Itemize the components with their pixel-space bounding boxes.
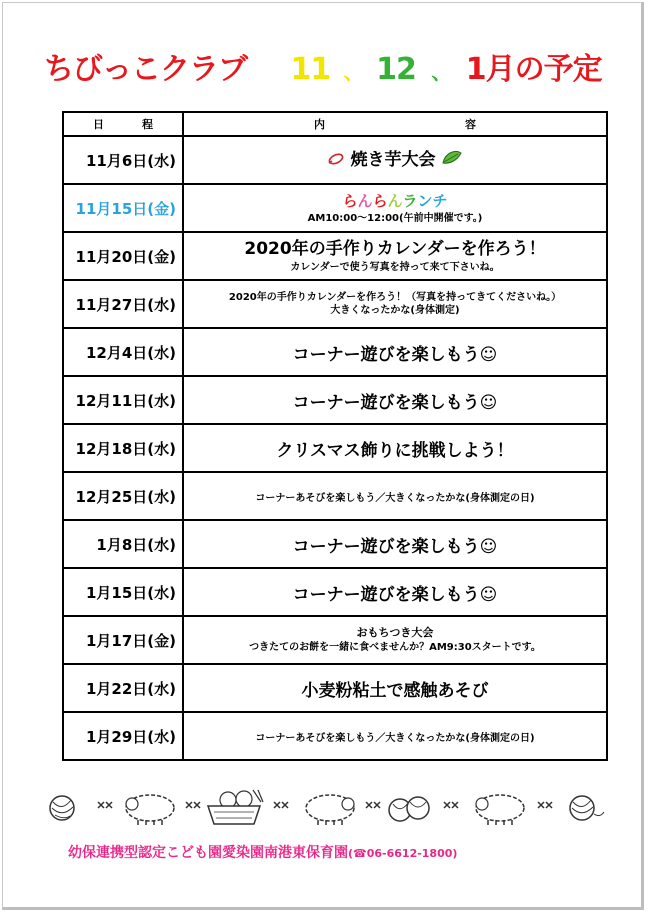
title-month-12: 12	[376, 52, 416, 87]
event-subtext: AM10:00～12:00(午前中開催です。)	[307, 213, 483, 225]
schedule-table	[62, 111, 608, 761]
row-content	[183, 232, 607, 280]
event-title-char: チ	[432, 192, 448, 211]
event-title: 焼き芋大会	[350, 149, 436, 170]
table-row	[63, 232, 607, 280]
table-row	[63, 520, 607, 568]
footer-nursery-name	[68, 842, 457, 862]
row-content: 小麦粉粘土で感触あそび	[183, 664, 607, 712]
title-main: ちびっこクラブ	[44, 52, 247, 87]
cross-stitch-icon	[186, 802, 200, 808]
row-date: 1月8日(水)	[63, 520, 183, 568]
header-content-char-1: 内	[314, 118, 325, 131]
row-date: 11月20日(金)	[63, 232, 183, 280]
yarn-ball-icon	[50, 796, 74, 820]
row-content	[183, 616, 607, 664]
yarn-ball-icon	[389, 797, 429, 821]
phone-number: (☎06-6612-1800)	[348, 847, 458, 860]
row-content	[183, 280, 607, 328]
sheep-icon	[126, 795, 174, 825]
cross-stitch-icon	[98, 802, 112, 808]
table-row	[63, 568, 607, 616]
event-subtext: 大きくなったかな(身体測定)	[330, 305, 460, 316]
row-date: 11月15日(金)	[63, 184, 183, 232]
row-content	[183, 184, 607, 232]
row-date: 12月25日(水)	[63, 472, 183, 520]
event-title-char: ん	[387, 192, 403, 211]
cross-stitch-icon	[366, 802, 380, 808]
row-content: クリスマス飾りに挑戦しよう！	[183, 424, 607, 472]
title-separator-2: 、	[431, 60, 451, 84]
title-month-11: 11	[290, 52, 331, 87]
table-row	[63, 664, 607, 712]
table-row	[63, 328, 607, 376]
row-date: 11月27日(水)	[63, 280, 183, 328]
cross-stitch-icon	[274, 802, 288, 808]
event-title: 2020年の手作りカレンダーを作ろう！	[244, 238, 546, 259]
row-date: 1月29日(水)	[63, 712, 183, 760]
decorative-strip	[48, 788, 608, 828]
cross-stitch-icon	[444, 802, 458, 808]
table-row	[63, 136, 607, 184]
row-content: コーナーあそびを楽しもう／大きくなったかな(身体測定の日)	[183, 712, 607, 760]
cross-stitch-icon	[538, 802, 552, 808]
row-date: 11月6日(水)	[63, 136, 183, 184]
table-row	[63, 424, 607, 472]
row-date: 12月18日(水)	[63, 424, 183, 472]
event-title-char: ラ	[402, 192, 418, 211]
event-title: 2020年の手作りカレンダーを作ろう！（写真を持ってきてくださいね。）	[228, 291, 562, 303]
header-content-char-2: 容	[465, 118, 476, 131]
header-date	[63, 112, 183, 136]
event-title-char: ら	[372, 192, 388, 211]
event-title-char: ン	[417, 192, 433, 211]
row-content: コーナー遊びを楽しもう☺	[183, 520, 607, 568]
row-content: コーナー遊びを楽しもう☺	[183, 568, 607, 616]
table-row	[63, 184, 607, 232]
knitting-basket-icon	[208, 790, 263, 824]
row-content: コーナー遊びを楽しもう☺	[183, 376, 607, 424]
row-date: 12月4日(水)	[63, 328, 183, 376]
row-content: コーナーあそびを楽しもう／大きくなったかな(身体測定の日)	[183, 472, 607, 520]
row-content	[183, 136, 607, 184]
event-subtext: つきたてのお餅を一緒に食べませんか？AM9:30スタートです。	[249, 641, 541, 653]
row-date: 1月22日(水)	[63, 664, 183, 712]
table-row	[63, 712, 607, 760]
header-date-char-2: 程	[142, 118, 153, 131]
row-date: 1月15日(水)	[63, 568, 183, 616]
page-title	[44, 44, 602, 94]
row-content: コーナー遊びを楽しもう☺	[183, 328, 607, 376]
event-title-char: ら	[342, 192, 358, 211]
sheep-icon	[476, 795, 524, 825]
table-row	[63, 616, 607, 664]
title-separator-1: 、	[343, 60, 363, 84]
row-date: 12月11日(水)	[63, 376, 183, 424]
table-row	[63, 376, 607, 424]
table-header-row	[63, 112, 607, 136]
sweet-potato-icon	[327, 150, 345, 170]
header-content	[183, 112, 607, 136]
title-month-1: 1月の予定	[465, 52, 602, 87]
event-title-char: ん	[357, 192, 373, 211]
nursery-name: 幼保連携型認定こども園愛染園南港東保育園	[68, 845, 348, 861]
table-row	[63, 472, 607, 520]
event-title: おもちつき大会	[356, 625, 434, 639]
event-subtext: カレンダーで使う写真を持って来て下さいね。	[290, 261, 500, 273]
header-date-char-1: 日	[93, 118, 104, 131]
table-row	[63, 280, 607, 328]
row-date: 1月17日(金)	[63, 616, 183, 664]
leaf-icon	[441, 150, 463, 170]
yarn-ball-icon	[570, 796, 604, 820]
sheep-icon	[306, 795, 354, 825]
event-title-colorful	[184, 190, 606, 212]
